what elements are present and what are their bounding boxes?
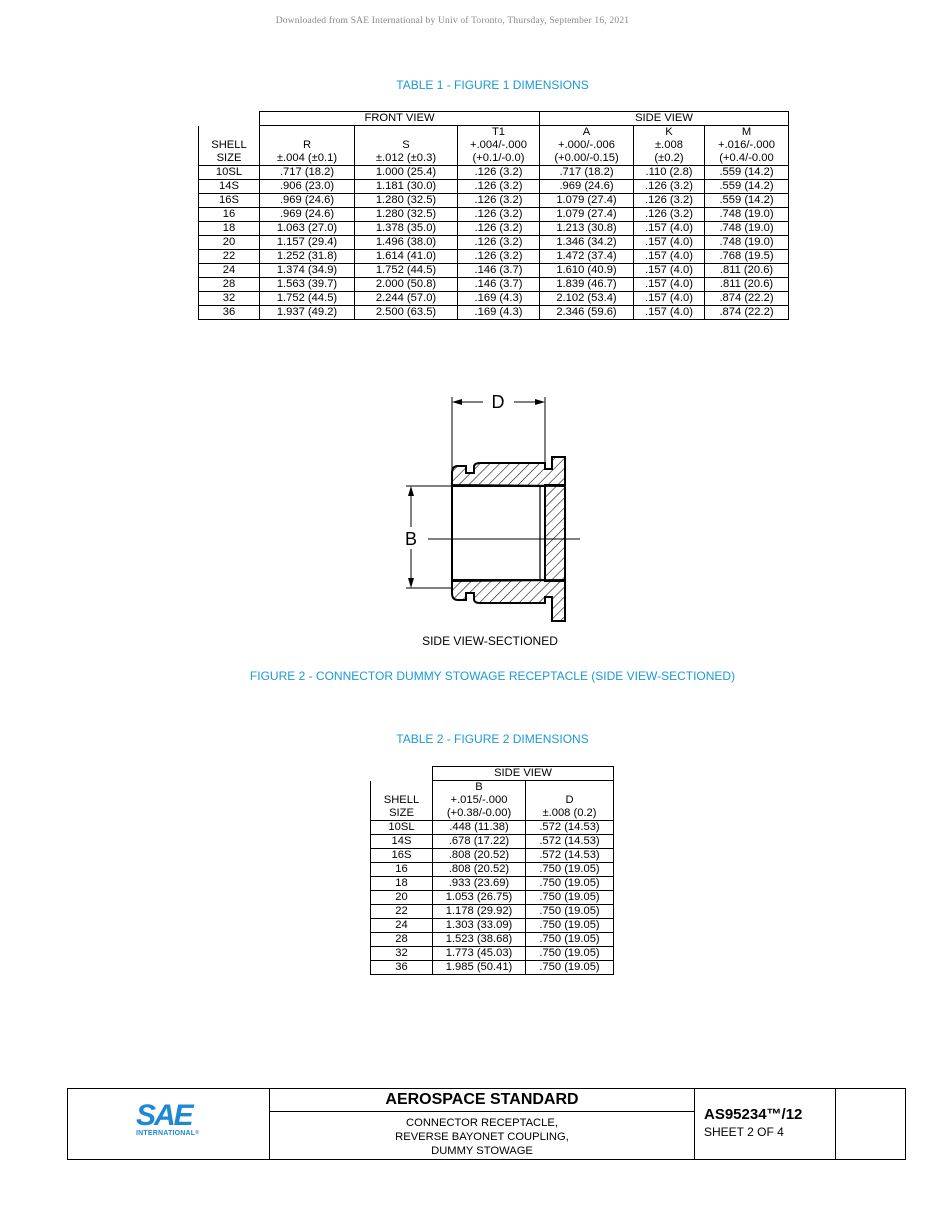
figure2-drawing — [380, 385, 600, 630]
table1-row — [199, 278, 789, 292]
table2-cell: 18 — [371, 877, 433, 891]
table1-row — [199, 194, 789, 208]
document-number: AS95234™/12 — [704, 1106, 803, 1123]
table2-cell: .750 (19.05) — [526, 933, 614, 947]
table1-cell: 1.378 (35.0) — [355, 222, 458, 236]
table2-group-side: SIDE VIEW — [433, 767, 614, 781]
table1-cell: 14S — [199, 180, 260, 194]
table1-cell: .157 (4.0) — [634, 236, 705, 250]
table2-row — [371, 933, 614, 947]
table2-cell: .750 (19.05) — [526, 891, 614, 905]
table1-cell: .811 (20.6) — [705, 264, 789, 278]
table2-row — [371, 821, 614, 835]
table1-col-a: A +.000/-.006 (+0.00/-0.15) — [540, 126, 634, 166]
table1-cell: 2.000 (50.8) — [355, 278, 458, 292]
table2-cell: .750 (19.05) — [526, 905, 614, 919]
table2-cell: .750 (19.05) — [526, 961, 614, 975]
table1-cell: .126 (3.2) — [458, 180, 540, 194]
table1-cell: 1.496 (38.0) — [355, 236, 458, 250]
table1-col-s: S ±.012 (±0.3) — [355, 126, 458, 166]
table1-row — [199, 292, 789, 306]
table1-cell: 1.610 (40.9) — [540, 264, 634, 278]
table2-cell: .750 (19.05) — [526, 863, 614, 877]
table2-cell: 32 — [371, 947, 433, 961]
table1-group-side: SIDE VIEW — [540, 112, 789, 126]
table1-cell: 1.614 (41.0) — [355, 250, 458, 264]
table2-cell: 1.053 (26.75) — [433, 891, 526, 905]
table1-cell: 10SL — [199, 166, 260, 180]
sae-logo-subtext: INTERNATIONAL® — [136, 1130, 200, 1137]
table1-cell: 36 — [199, 306, 260, 320]
table1-cell: .126 (3.2) — [458, 194, 540, 208]
table1-cell: 1.752 (44.5) — [260, 292, 355, 306]
table1-col-r: R ±.004 (±0.1) — [260, 126, 355, 166]
table2 — [370, 766, 614, 975]
table2-group-row — [371, 767, 614, 781]
document-description: CONNECTOR RECEPTACLE, REVERSE BAYONET COUPLING, DUMMY STOWAGE — [395, 1117, 569, 1157]
table2-row — [371, 835, 614, 849]
table1-cell: 1.252 (31.8) — [260, 250, 355, 264]
inner-bore — [452, 486, 545, 580]
title-block-blank-cell — [836, 1089, 905, 1159]
table2-cell: 1.773 (45.03) — [433, 947, 526, 961]
table1-cell: .748 (19.0) — [705, 222, 789, 236]
table1-cell: 16 — [199, 208, 260, 222]
lower-wall-section — [452, 580, 565, 621]
table1 — [198, 111, 789, 320]
figure2-caption: FIGURE 2 - CONNECTOR DUMMY STOWAGE RECEPTACLE (SIDE VIEW-SECTIONED) — [249, 669, 736, 683]
table1-col-t1: T1 +.004/-.000 (+0.1/-0.0) — [458, 126, 540, 166]
table1-cell: 2.244 (57.0) — [355, 292, 458, 306]
table2-cell: 1.985 (50.41) — [433, 961, 526, 975]
table1-cell: .874 (22.2) — [705, 292, 789, 306]
table2-cell: 10SL — [371, 821, 433, 835]
table1-cell: 22 — [199, 250, 260, 264]
table1-cell: .768 (19.5) — [705, 250, 789, 264]
table2-cell: .808 (20.52) — [433, 849, 526, 863]
sheet-number: SHEET 2 OF 4 — [704, 1125, 784, 1139]
table1-cell: .559 (14.2) — [705, 180, 789, 194]
table1-cell: 1.213 (30.8) — [540, 222, 634, 236]
table1-cell: .559 (14.2) — [705, 194, 789, 208]
table2-cell: .678 (17.22) — [433, 835, 526, 849]
table2-cell: 16 — [371, 863, 433, 877]
table1-col-k: K ±.008 (±0.2) — [634, 126, 705, 166]
table2-cell: 22 — [371, 905, 433, 919]
table1-cell: .157 (4.0) — [634, 264, 705, 278]
table1-cell: .169 (4.3) — [458, 292, 540, 306]
table1-cell: .969 (24.6) — [260, 208, 355, 222]
table1-col-m: M +.016/-.000 (+0.4/-0.00 — [705, 126, 789, 166]
table1-cell: .157 (4.0) — [634, 278, 705, 292]
table2-cell: 36 — [371, 961, 433, 975]
table1-cell: .126 (3.2) — [458, 166, 540, 180]
table1-cell: .110 (2.8) — [634, 166, 705, 180]
side-view-label: SIDE VIEW-SECTIONED — [422, 634, 558, 648]
table1-cell: .126 (3.2) — [634, 194, 705, 208]
table1-cell: 1.280 (32.5) — [355, 208, 458, 222]
dimension-b — [405, 486, 452, 588]
end-cap-section — [545, 485, 565, 581]
table2-row — [371, 947, 614, 961]
table1-cell: 28 — [199, 278, 260, 292]
table2-row — [371, 877, 614, 891]
table1-cell: 1.079 (27.4) — [540, 208, 634, 222]
table2-cell: .572 (14.53) — [526, 821, 614, 835]
table1-cell: .748 (19.0) — [705, 236, 789, 250]
table1-row — [199, 166, 789, 180]
table2-col-b: B +.015/-.000 (+0.38/-0.00) — [433, 781, 526, 821]
table2-row — [371, 919, 614, 933]
table1-cell: 1.157 (29.4) — [260, 236, 355, 250]
table2-cell: .572 (14.53) — [526, 849, 614, 863]
title-block-logo-cell — [68, 1089, 270, 1159]
download-notice: Downloaded from SAE International by Univ of Toronto, Thursday, September 16, 2021 — [275, 16, 630, 26]
table1-col-shell: SHELL SIZE — [199, 126, 260, 166]
table1-cell: .874 (22.2) — [705, 306, 789, 320]
table1-corner — [199, 112, 260, 126]
table2-cell: 28 — [371, 933, 433, 947]
table1-cell: .126 (3.2) — [634, 208, 705, 222]
table1-cell: 2.346 (59.6) — [540, 306, 634, 320]
table1-cell: 1.346 (34.2) — [540, 236, 634, 250]
title-block — [67, 1088, 906, 1160]
table2-cell: 1.523 (38.68) — [433, 933, 526, 947]
table2-cell: 20 — [371, 891, 433, 905]
table1-cell: .157 (4.0) — [634, 250, 705, 264]
table2-cell: .750 (19.05) — [526, 947, 614, 961]
table1-cell: .157 (4.0) — [634, 306, 705, 320]
table2-row — [371, 891, 614, 905]
title-block-number-cell — [695, 1089, 836, 1159]
table2-cell: 24 — [371, 919, 433, 933]
table1-cell: .748 (19.0) — [705, 208, 789, 222]
table2-cell: .808 (20.52) — [433, 863, 526, 877]
table2-corner — [371, 767, 433, 781]
table1-row — [199, 180, 789, 194]
table2-cell: .572 (14.53) — [526, 835, 614, 849]
table1-cell: 20 — [199, 236, 260, 250]
table2-cell: 16S — [371, 849, 433, 863]
sae-logo — [136, 1101, 199, 1137]
table1-row — [199, 208, 789, 222]
table1-cell: 32 — [199, 292, 260, 306]
table1-cell: .126 (3.2) — [458, 222, 540, 236]
table1-cell: 1.063 (27.0) — [260, 222, 355, 236]
upper-wall-section — [452, 457, 565, 486]
dimension-b-label: B — [404, 529, 418, 549]
standard-type: AEROSPACE STANDARD — [270, 1089, 694, 1112]
table1-row — [199, 222, 789, 236]
table2-row — [371, 849, 614, 863]
table1-cell: 24 — [199, 264, 260, 278]
table1-cell: 1.472 (37.4) — [540, 250, 634, 264]
table1-header-row — [199, 126, 789, 166]
table1-cell: 1.280 (32.5) — [355, 194, 458, 208]
table2-header-row — [371, 781, 614, 821]
table1-cell: 1.839 (46.7) — [540, 278, 634, 292]
table1-cell: 2.102 (53.4) — [540, 292, 634, 306]
table2-cell: .750 (19.05) — [526, 919, 614, 933]
table1-row — [199, 236, 789, 250]
table2-col-d: D ±.008 (0.2) — [526, 781, 614, 821]
dimension-d-label: D — [491, 392, 505, 412]
title-block-title-cell — [270, 1089, 695, 1159]
table1-cell: 18 — [199, 222, 260, 236]
table2-cell: .750 (19.05) — [526, 877, 614, 891]
table1-group-front: FRONT VIEW — [260, 112, 540, 126]
table1-cell: .126 (3.2) — [458, 236, 540, 250]
receptacle-body — [428, 457, 580, 621]
table1-cell: 2.500 (63.5) — [355, 306, 458, 320]
table2-row — [371, 863, 614, 877]
sae-logo-letters: SAE — [136, 1099, 192, 1132]
table2-cell: .448 (11.38) — [433, 821, 526, 835]
table1-cell: 1.181 (30.0) — [355, 180, 458, 194]
table1-row — [199, 306, 789, 320]
table1-group-row — [199, 112, 789, 126]
table1-cell: .559 (14.2) — [705, 166, 789, 180]
table2-body — [371, 821, 614, 975]
table1-cell: 1.079 (27.4) — [540, 194, 634, 208]
table1-cell: .717 (18.2) — [540, 166, 634, 180]
table2-col-shell: SHELL SIZE — [371, 781, 433, 821]
table1-cell: .126 (3.2) — [458, 250, 540, 264]
table1-cell: .969 (24.6) — [540, 180, 634, 194]
table1-cell: .146 (3.7) — [458, 278, 540, 292]
table1-cell: .906 (23.0) — [260, 180, 355, 194]
table1-cell: 1.000 (25.4) — [355, 166, 458, 180]
table1-cell: .146 (3.7) — [458, 264, 540, 278]
table2-cell: .933 (23.69) — [433, 877, 526, 891]
table1-cell: 16S — [199, 194, 260, 208]
table1-body — [199, 166, 789, 320]
table2-row — [371, 905, 614, 919]
table1-cell: 1.374 (34.9) — [260, 264, 355, 278]
table2-cell: 14S — [371, 835, 433, 849]
table1-cell: .811 (20.6) — [705, 278, 789, 292]
table1-caption: TABLE 1 - FIGURE 1 DIMENSIONS — [396, 78, 589, 92]
table1-cell: .717 (18.2) — [260, 166, 355, 180]
table1-cell: 1.937 (49.2) — [260, 306, 355, 320]
table2-cell: 1.303 (33.09) — [433, 919, 526, 933]
table1-cell: .126 (3.2) — [634, 180, 705, 194]
table1-row — [199, 250, 789, 264]
table1-cell: 1.563 (39.7) — [260, 278, 355, 292]
table1-row — [199, 264, 789, 278]
table2-caption: TABLE 2 - FIGURE 2 DIMENSIONS — [396, 732, 589, 746]
table1-cell: .169 (4.3) — [458, 306, 540, 320]
table1-cell: .969 (24.6) — [260, 194, 355, 208]
table1-cell: .157 (4.0) — [634, 222, 705, 236]
table2-cell: 1.178 (29.92) — [433, 905, 526, 919]
table1-cell: 1.752 (44.5) — [355, 264, 458, 278]
table1-cell: .157 (4.0) — [634, 292, 705, 306]
table2-row — [371, 961, 614, 975]
table1-cell: .126 (3.2) — [458, 208, 540, 222]
